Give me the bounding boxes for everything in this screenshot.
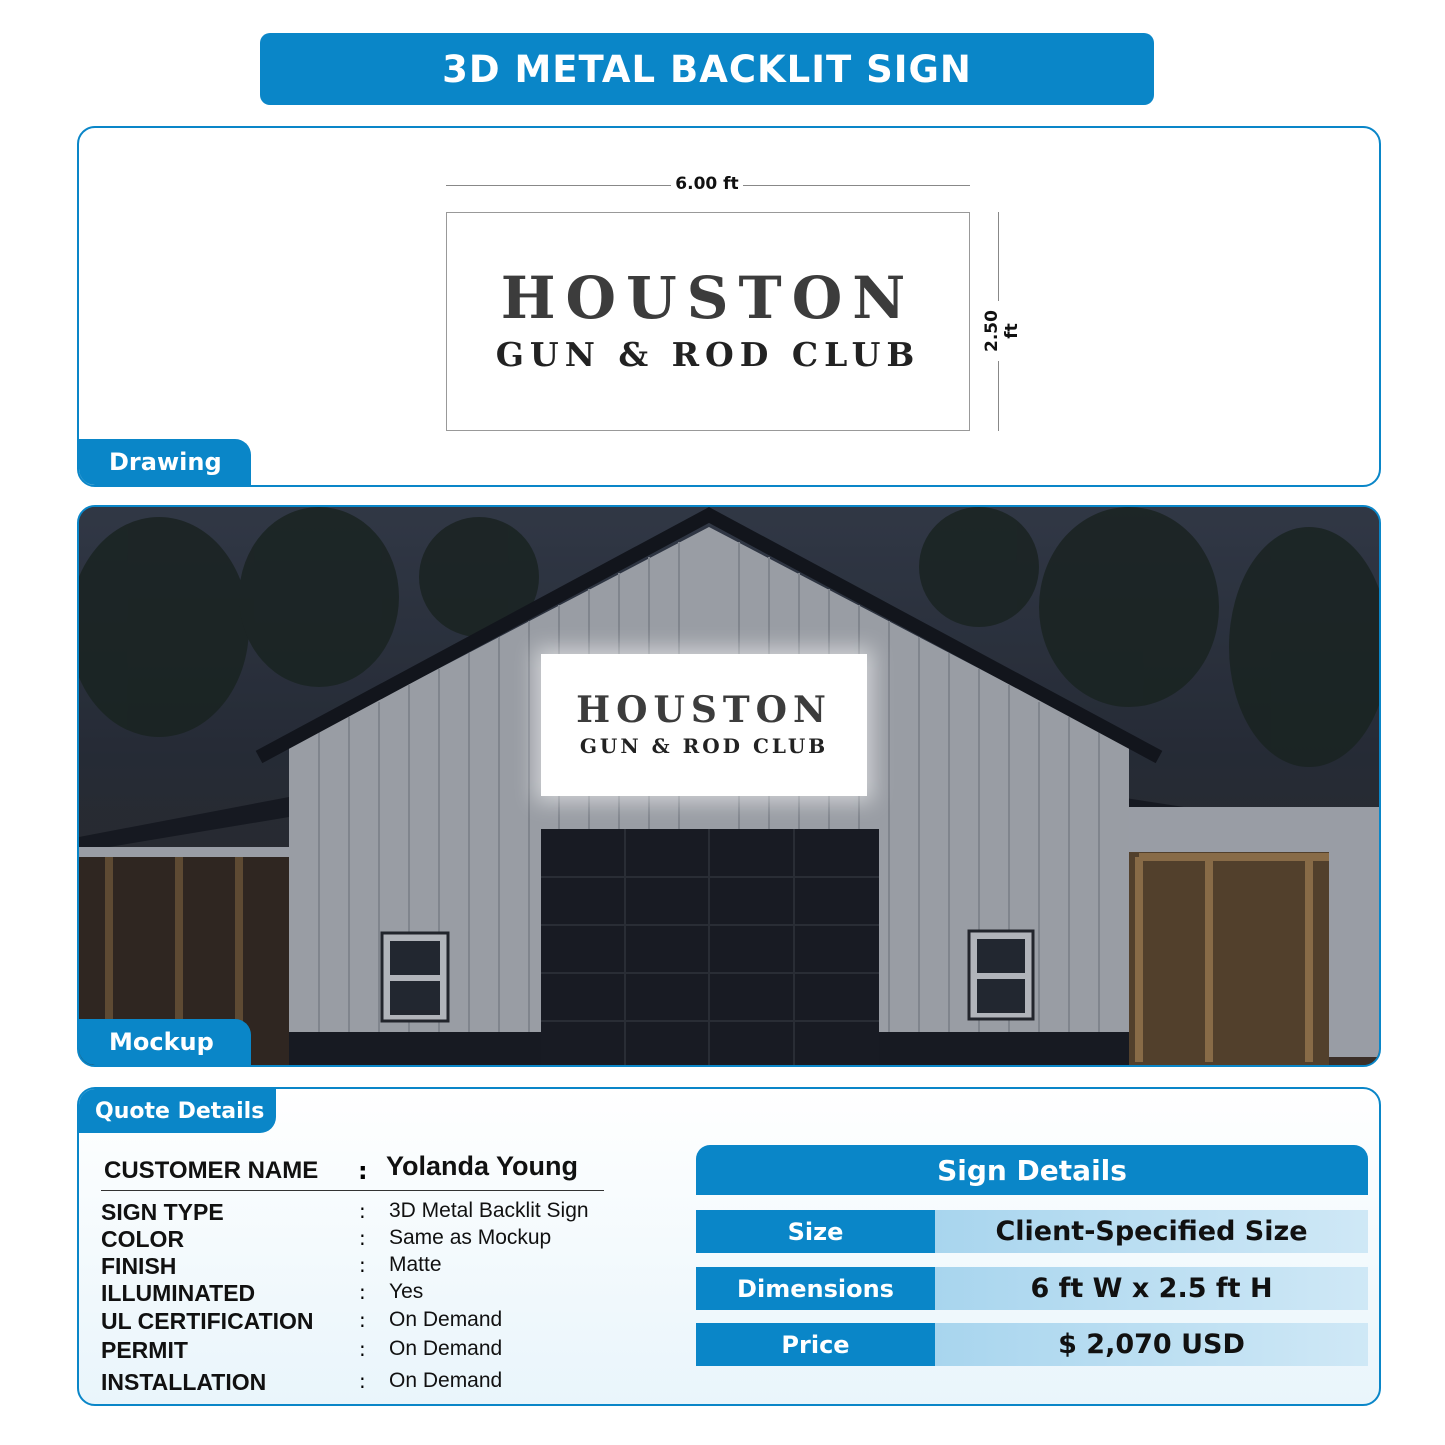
- height-dimension-label: 2.50 ft: [982, 301, 1022, 361]
- sign-drawing: [446, 212, 970, 431]
- drawing-tab: Drawing: [79, 439, 251, 485]
- detail-key: Dimensions: [696, 1267, 935, 1310]
- sign-details-header: Sign Details: [696, 1145, 1368, 1195]
- spec-value: Matte: [389, 1253, 442, 1276]
- spec-label: INSTALLATION: [101, 1369, 267, 1395]
- customer-name-label: CUSTOMER NAME: [104, 1157, 319, 1184]
- spec-row: [101, 1253, 661, 1280]
- mockup-panel: [77, 505, 1381, 1067]
- detail-value: $ 2,070 USD: [935, 1323, 1368, 1366]
- detail-key: Price: [696, 1323, 935, 1366]
- spec-colon: :: [359, 1337, 366, 1361]
- detail-value: 6 ft W x 2.5 ft H: [935, 1267, 1368, 1310]
- detail-key: Size: [696, 1210, 935, 1253]
- spec-label: ILLUMINATED: [101, 1280, 256, 1306]
- spec-value: On Demand: [389, 1369, 503, 1392]
- quote-tab: Quote Details: [79, 1089, 276, 1133]
- spec-row: [101, 1199, 661, 1226]
- spec-row: [101, 1369, 661, 1396]
- sign-drawing-line2: GUN & ROD CLUB: [495, 335, 921, 374]
- spec-colon: :: [359, 1226, 366, 1250]
- spec-colon: :: [359, 1308, 366, 1332]
- spec-value: Yes: [389, 1280, 424, 1303]
- spec-value: Same as Mockup: [389, 1226, 552, 1249]
- spec-label: SIGN TYPE: [101, 1199, 224, 1225]
- spec-colon: :: [359, 1199, 366, 1223]
- spec-colon: :: [359, 1369, 366, 1393]
- spec-colon: :: [359, 1280, 366, 1304]
- mockup-tab: Mockup: [79, 1019, 251, 1065]
- page-title: 3D METAL BACKLIT SIGN: [260, 33, 1154, 105]
- spec-colon: :: [359, 1253, 366, 1277]
- spec-label: UL CERTIFICATION: [101, 1308, 314, 1334]
- detail-row-dimensions: [696, 1267, 1368, 1310]
- quote-panel: [77, 1087, 1381, 1406]
- customer-name-value: Yolanda Young: [386, 1151, 579, 1181]
- drawing-panel: [77, 126, 1381, 487]
- spec-label: COLOR: [101, 1226, 185, 1252]
- spec-label: FINISH: [101, 1253, 177, 1279]
- detail-value: Client-Specified Size: [935, 1210, 1368, 1253]
- width-dimension-label: 6.00 ft: [671, 174, 743, 194]
- spec-value: On Demand: [389, 1308, 503, 1331]
- spec-value: On Demand: [389, 1337, 503, 1360]
- mockup-sign-line2: GUN & ROD CLUB: [579, 734, 829, 758]
- detail-row-price: [696, 1323, 1368, 1366]
- sign-drawing-line1: HOUSTON: [500, 264, 916, 332]
- spec-label: PERMIT: [101, 1337, 188, 1363]
- mockup-sign: [541, 654, 867, 796]
- detail-row-size: [696, 1210, 1368, 1253]
- customer-underline: [101, 1190, 604, 1191]
- customer-colon: :: [358, 1157, 368, 1185]
- spec-row: [101, 1280, 661, 1307]
- spec-row: [101, 1308, 661, 1335]
- mockup-sign-line1: HOUSTON: [576, 689, 832, 731]
- spec-value: 3D Metal Backlit Sign: [389, 1199, 589, 1222]
- spec-row: [101, 1226, 661, 1253]
- spec-row: [101, 1337, 661, 1364]
